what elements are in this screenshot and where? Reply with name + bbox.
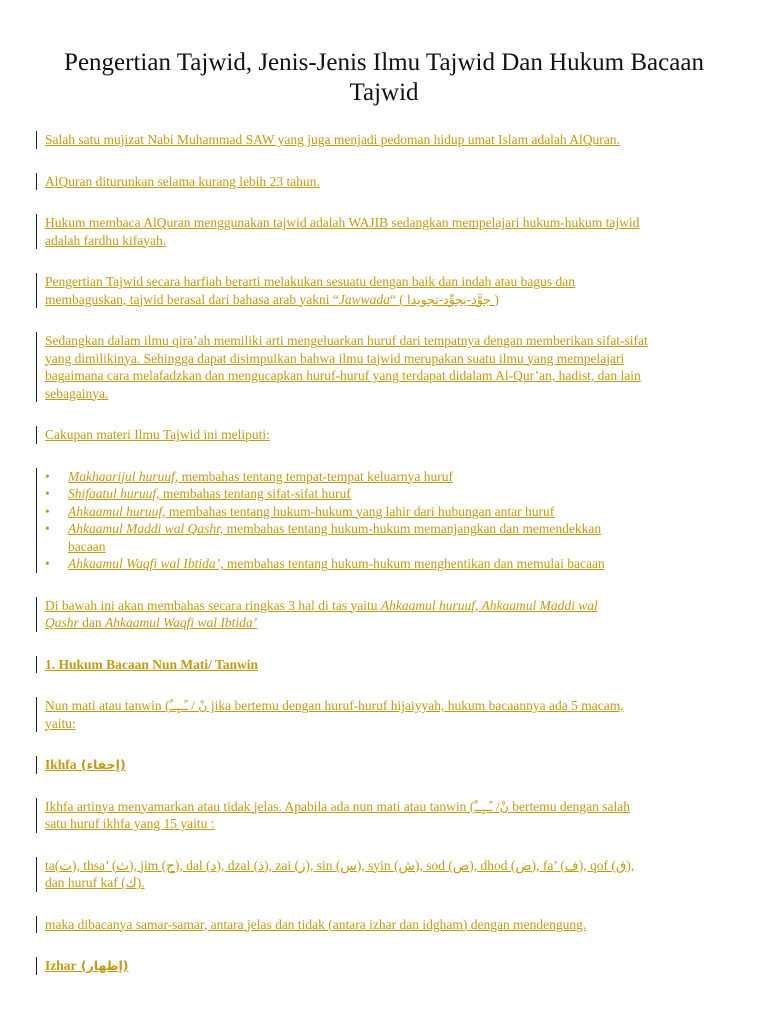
scope-list bbox=[45, 468, 726, 573]
paragraph-line: Hukum membaca AlQuran menggunakan tajwid adalah WAJIB sedangkan mempelajari hukum-hukum tajwid bbox=[45, 215, 640, 230]
list-item-term: Ahkaamul huruuf, bbox=[68, 503, 166, 519]
paragraph-line: Pengertian Tajwid secara harfiah berarti melakukan sesuatu dengan baik dan indah atau bagus dan bbox=[45, 274, 575, 289]
paragraph-text: Salah satu mujizat Nabi Muhammad SAW yang juga menjadi pedoman hidup umat Islam adalah AlQuran. bbox=[45, 132, 620, 147]
paragraph-line: Sedangkan dalam ilmu qira’ah memiliki arti mengeluarkan huruf dari tempatnya dengan memberikan sifat-sifat bbox=[45, 333, 648, 348]
paragraph-line: membaguskan, tajwid berasal dari bahasa arab yakni “ bbox=[45, 291, 339, 307]
paragraph-italic: Qashr bbox=[45, 615, 79, 630]
list-item bbox=[45, 520, 726, 555]
paragraph-line: satu huruf ikhfa yang 15 yaitu : bbox=[45, 816, 215, 831]
paragraph-summary bbox=[36, 597, 726, 632]
list-item-desc: membahas tentang sifat-sifat huruf bbox=[159, 486, 351, 501]
arabic-term-latin: Jawwada bbox=[338, 291, 390, 307]
paragraph-line: yang dimilikinya. Sehingga dapat disimpulkan bahwa ilmu tajwid merupakan suatu ilmu yang mempelajari bbox=[45, 350, 625, 366]
list-item-term: Makhaarijul huruuf, bbox=[68, 468, 179, 484]
paragraph-text: Ikhfa artinya menyamarkan atau tidak jelas. Apabila ada nun mati atau tanwin ( bbox=[45, 798, 475, 814]
heading-text: Ikhfa bbox=[45, 757, 77, 772]
paragraph-ruling bbox=[36, 214, 726, 249]
list-item-desc: bacaan bbox=[68, 538, 106, 554]
arabic-glyph: نْ bbox=[198, 698, 208, 713]
paragraph-text: “ ( bbox=[389, 291, 408, 307]
list-item-desc: membahas tentang tempat-tempat keluarnya huruf bbox=[178, 468, 454, 484]
bullet-icon: • bbox=[45, 503, 50, 519]
arabic-glyph: نْ bbox=[499, 798, 509, 814]
heading-arabic: (إظهار) bbox=[76, 958, 129, 973]
paragraph-text: maka dibacanya samar-samar, antara jelas dan tidak (antara izhar dan idgham) dengan mendengung. bbox=[45, 916, 587, 932]
list-item-term: Ahkaamul Maddi wal Qashr, bbox=[68, 521, 224, 536]
section-heading-izhar bbox=[36, 957, 726, 975]
bullet-icon: • bbox=[45, 468, 50, 484]
list-item-term: Ahkaamul Waqfi wal Ibtida’, bbox=[68, 556, 224, 571]
paragraph-text: / bbox=[492, 798, 500, 814]
list-item-term: Shifaatul huruuf, bbox=[68, 486, 160, 501]
paragraph-line: bagaimana cara melafadzkan dan mengucapkan huruf-huruf yang terdapat didalam Al-Qur’an, hadist, dan lain bbox=[45, 368, 641, 383]
paragraph-line: ta(ت), thsa’ (ث), jim (ج), dal (د), dzal (ذ), zai (ز), sin (س), syin (ش), sod (ص), dhod (ض), fa’ (ف), qof (ق), bbox=[45, 857, 635, 873]
paragraph-text: ) bbox=[491, 291, 499, 307]
paragraph-line: sebagainya. bbox=[45, 385, 109, 401]
paragraph-italic: Ahkaamul huruuf, Ahkaamul Maddi wal bbox=[380, 597, 598, 613]
paragraph-text: / bbox=[187, 698, 199, 713]
list-item-desc: membahas tentang hukum-hukum yang lahir dari hubungan antar huruf bbox=[165, 503, 555, 519]
list-item bbox=[45, 468, 726, 486]
paragraph-revelation bbox=[36, 173, 726, 191]
article-body bbox=[36, 131, 726, 975]
arabic-term: جوَّد-يجوِّد-تجويدا bbox=[407, 291, 492, 307]
list-item bbox=[45, 485, 726, 503]
paragraph-definition bbox=[36, 273, 726, 308]
paragraph-scope bbox=[36, 426, 726, 444]
paragraph-nun-mati bbox=[36, 697, 726, 732]
paragraph-text: AlQuran diturunkan selama kurang lebih 23 tahun. bbox=[45, 173, 320, 189]
paragraph-line: adalah fardhu kifayah. bbox=[45, 232, 167, 248]
paragraph-text: bertemu dengan salah bbox=[508, 798, 630, 814]
paragraph-line: yaitu: bbox=[45, 715, 76, 731]
paragraph-text: Nun mati atau tanwin ( bbox=[45, 698, 170, 713]
list-item-desc: membahas tentang hukum-hukum menghentikan dan memulai bacaan bbox=[223, 556, 605, 571]
paragraph-line: dan huruf kaf (ك). bbox=[45, 875, 145, 890]
section-heading-nun-mati bbox=[36, 656, 726, 674]
paragraph-ikhfa-reading bbox=[36, 916, 726, 934]
heading-text: Izhar bbox=[45, 958, 77, 973]
bullet-icon: • bbox=[45, 556, 50, 571]
scope-list-block bbox=[36, 468, 726, 573]
paragraph-ikhfa-letters bbox=[36, 857, 726, 892]
paragraph-qiraah bbox=[36, 332, 726, 402]
list-item bbox=[45, 503, 726, 521]
heading-arabic: (إخفاء) bbox=[76, 757, 126, 772]
list-item bbox=[45, 555, 726, 573]
paragraph-text: Cakupan materi Ilmu Tajwid ini meliputi: bbox=[45, 427, 270, 442]
arabic-glyph: ـًــٍــٌ bbox=[474, 798, 493, 814]
paragraph-ikhfa bbox=[36, 798, 726, 833]
bullet-icon: • bbox=[45, 486, 50, 501]
list-item-desc: membahas tentang hukum-hukum memanjangkan dan memendekkan bbox=[223, 521, 602, 536]
paragraph-text: dan bbox=[78, 615, 106, 630]
page-title: Pengertian Tajwid, Jenis-Jenis Ilmu Tajwid Dan Hukum Bacaan Tajwid bbox=[64, 49, 704, 106]
heading-text: 1. Hukum Bacaan Nun Mati/ Tanwin bbox=[45, 656, 259, 672]
paragraph-text: jika bertemu dengan huruf-huruf hijaiyyah, hukum bacaannya ada 5 macam, bbox=[207, 698, 624, 713]
paragraph-intro bbox=[36, 131, 726, 149]
paragraph-italic: Ahkaamul Waqfi wal Ibtida’ bbox=[105, 615, 258, 630]
bullet-icon: • bbox=[45, 521, 50, 536]
arabic-glyph: ـًــٍــٌ bbox=[169, 698, 188, 713]
paragraph-text: Di bawah ini akan membahas secara ringkas 3 hal di tas yaitu bbox=[45, 597, 381, 613]
section-heading-ikhfa bbox=[36, 756, 726, 774]
